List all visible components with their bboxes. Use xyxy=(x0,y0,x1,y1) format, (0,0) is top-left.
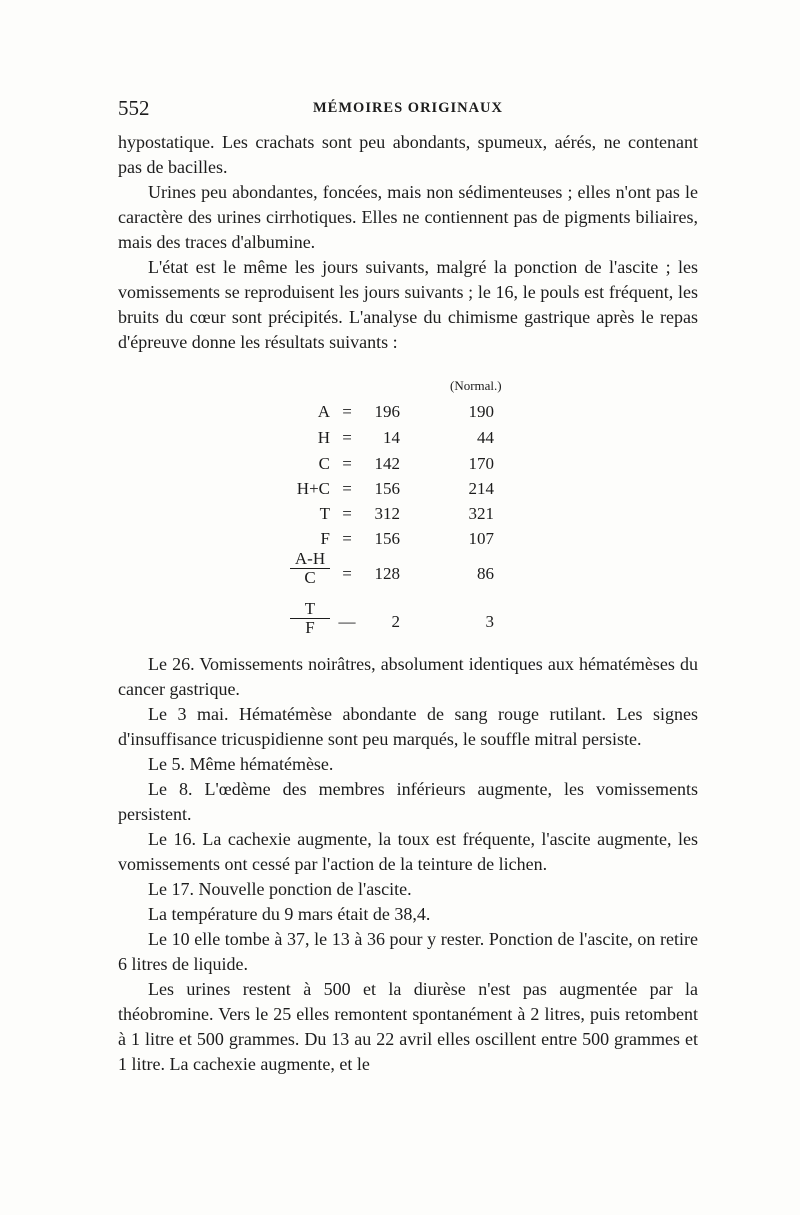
row-value: 312 xyxy=(374,504,400,523)
row-normal: 190 xyxy=(468,402,494,421)
page-header xyxy=(118,96,698,120)
fraction-row xyxy=(250,600,550,644)
row-normal: 321 xyxy=(468,504,494,523)
paragraph: Les urines restent à 500 et la diurèse n'est pas augmentée par la théobromine. Vers le 25 elles remontent spontanément à 2 litres, puis retombent à 1 litre et 500 grammes. Du 13 au 22 avril elles oscillent entre 500 grammes et 1 litre. La cachexie augmente, et le xyxy=(118,979,698,1074)
fraction-row xyxy=(250,550,550,594)
row-normal: 107 xyxy=(468,529,494,548)
paragraph: Le 5. Même hématémèse. xyxy=(148,754,334,774)
row-sign: = xyxy=(342,564,352,583)
row-normal: 214 xyxy=(468,479,494,498)
table-row xyxy=(250,454,550,476)
paragraph: Le 10 elle tombe à 37, le 13 à 36 pour y rester. Ponction de l'ascite, on retire 6 litres de liquide. xyxy=(118,929,698,974)
fraction-denominator: C xyxy=(304,568,316,587)
text-block-after-table xyxy=(118,652,698,1077)
table-row xyxy=(250,529,550,551)
fraction-numerator: T xyxy=(290,600,330,619)
row-label: A xyxy=(317,402,330,421)
paragraph: Le 17. Nouvelle ponction de l'ascite. xyxy=(148,879,412,899)
row-value: 196 xyxy=(374,402,400,421)
row-normal: 3 xyxy=(485,612,494,631)
row-value: 14 xyxy=(383,428,400,447)
row-sign: = xyxy=(342,504,352,523)
row-label: C xyxy=(318,454,330,473)
row-label: H+C xyxy=(296,479,330,498)
paragraph: Le 16. La cachexie augmente, la toux est fréquente, l'ascite augmente, les vomissements ont cessé par l'action de la teinture de lichen. xyxy=(118,829,698,874)
paragraph: hypostatique. Les crachats sont peu abondants, spumeux, aérés, ne contenant pas de bacilles. xyxy=(118,132,698,177)
row-sign: — xyxy=(338,612,356,631)
row-sign: = xyxy=(342,529,352,548)
fraction xyxy=(290,550,330,587)
page-number: 552 xyxy=(118,96,150,120)
row-normal: 170 xyxy=(468,454,494,473)
row-value: 156 xyxy=(374,479,400,498)
row-sign: = xyxy=(342,479,352,498)
gastric-analysis-table xyxy=(250,378,550,643)
row-label: F xyxy=(320,529,330,548)
row-label: T xyxy=(319,504,330,523)
table-row xyxy=(250,402,550,424)
row-value: 128 xyxy=(374,564,400,583)
running-title: MÉMOIRES ORIGINAUX xyxy=(313,100,503,116)
row-label: H xyxy=(317,428,330,447)
row-normal: 44 xyxy=(477,428,494,447)
text-block-before-table xyxy=(118,130,698,355)
table-row xyxy=(250,479,550,501)
row-sign: = xyxy=(342,428,352,447)
fraction xyxy=(290,600,330,637)
paragraph: Le 8. L'œdème des membres inférieurs augmente, les vomissements persistent. xyxy=(118,779,698,824)
row-normal: 86 xyxy=(477,564,494,583)
table-row xyxy=(250,428,550,450)
row-value: 156 xyxy=(374,529,400,548)
normal-column-header: (Normal.) xyxy=(450,378,502,393)
row-value: 2 xyxy=(391,612,400,631)
paragraph: La température du 9 mars était de 38,4. xyxy=(148,904,431,924)
row-value: 142 xyxy=(374,454,400,473)
paragraph: Le 26. Vomissements noirâtres, absolument identiques aux hématémèses du cancer gastrique. xyxy=(118,654,698,699)
paragraph: Le 3 mai. Hématémèse abondante de sang rouge rutilant. Les signes d'insuffisance tricuspidienne sont peu marqués, le souffle mitral persiste. xyxy=(118,704,698,749)
paragraph: L'état est le même les jours suivants, malgré la ponction de l'ascite ; les vomissements se reproduisent les jours suivants ; le 16, le pouls est fréquent, les bruits du cœur sont précipités. L'analyse du chimisme gastrique après le repas d'épreuve donne les résultats suivants : xyxy=(118,257,698,352)
fraction-denominator: F xyxy=(305,618,315,637)
fraction-numerator: A-H xyxy=(290,550,330,569)
paragraph: Urines peu abondantes, foncées, mais non sédimenteuses ; elles n'ont pas le caractère des urines cirrhotiques. Elles ne contiennent pas de pigments biliaires, mais des traces d'albumine. xyxy=(118,182,698,252)
row-sign: = xyxy=(342,454,352,473)
table-row xyxy=(250,504,550,526)
row-sign: = xyxy=(342,402,352,421)
